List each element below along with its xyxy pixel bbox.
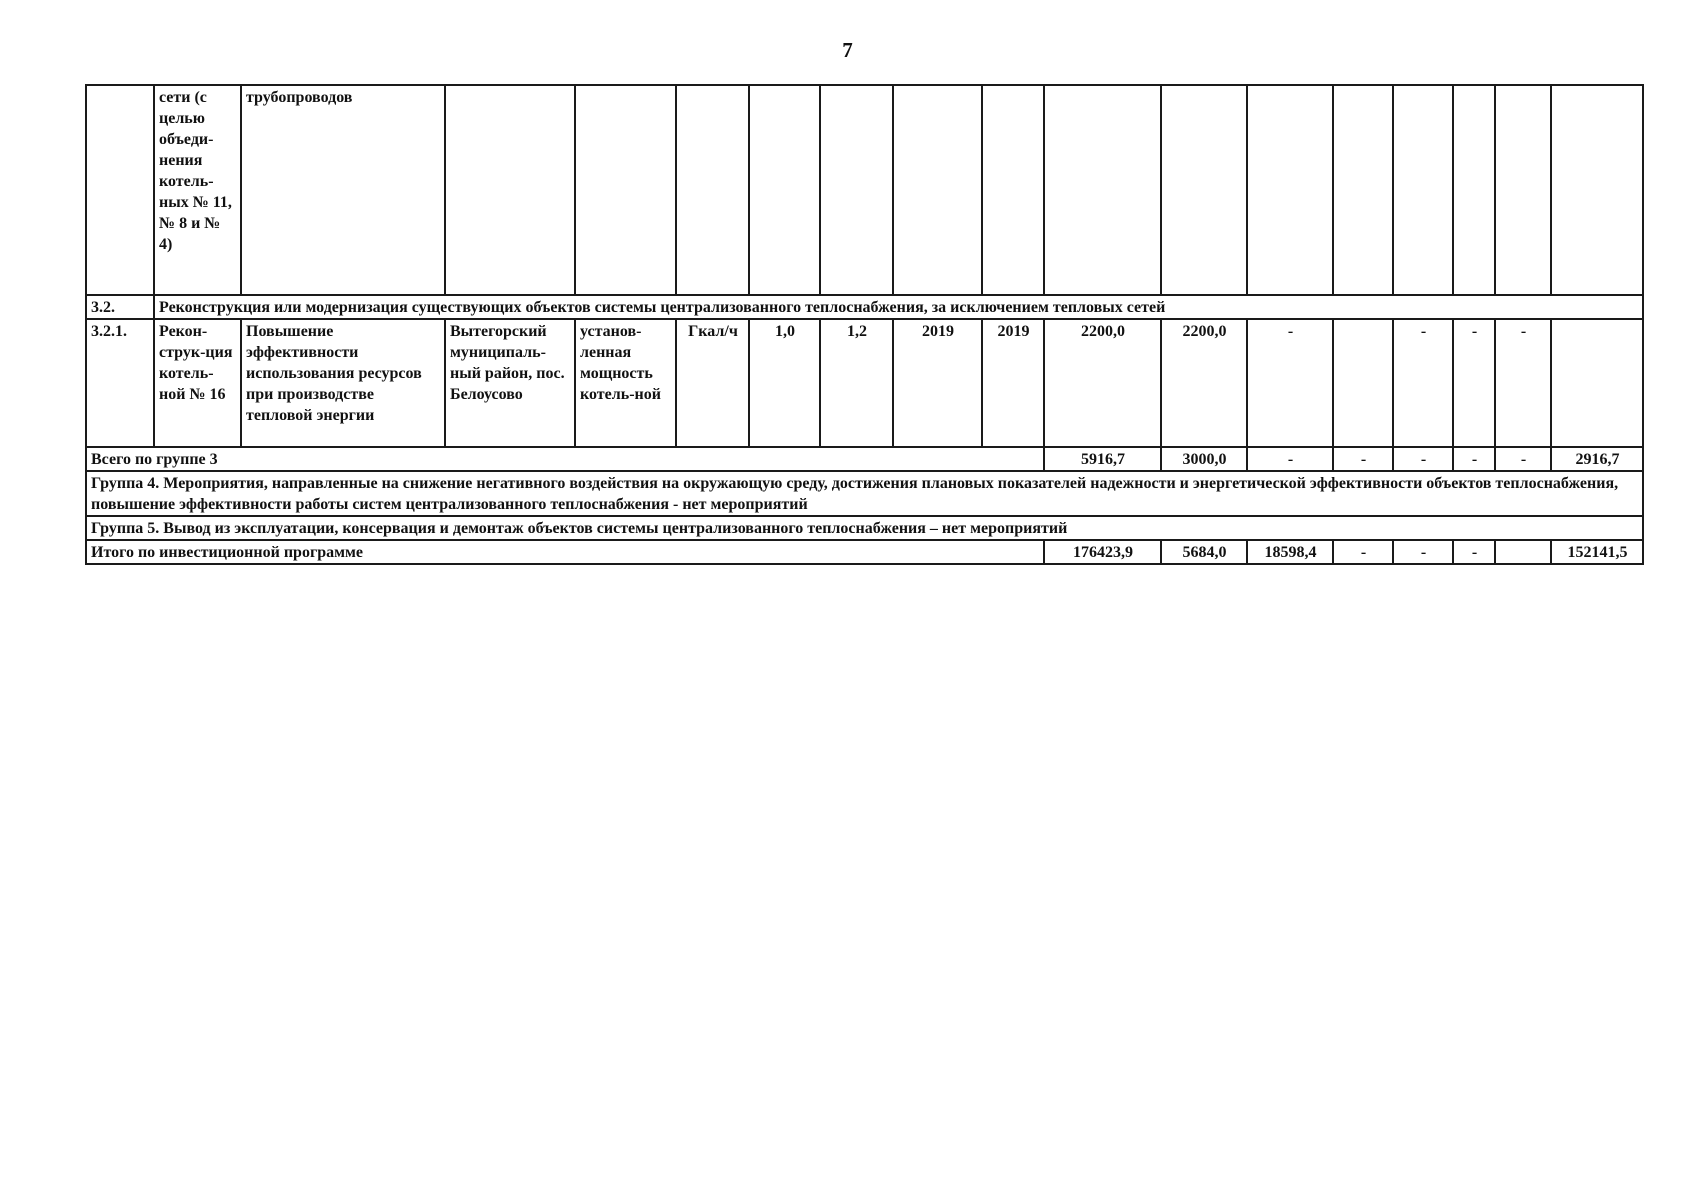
cell-location: Вытегорский муниципаль-ный район, пос. Белоусово — [445, 319, 575, 447]
cell-empty — [1333, 85, 1393, 295]
cell-empty — [820, 85, 893, 295]
grand-total-value: 176423,9 — [1044, 540, 1161, 564]
cell-year-start: 2019 — [893, 319, 982, 447]
cell-empty — [575, 85, 676, 295]
cell-empty — [1453, 85, 1495, 295]
cell-value-after: 1,2 — [820, 319, 893, 447]
grand-total-label: Итого по инвестиционной программе — [86, 540, 1044, 564]
cell-empty — [1495, 85, 1551, 295]
group-4-text: Группа 4. Мероприятия, направленные на снижение негативного воздействия на окружающую среду, достижения плановых показателей надежности и энергетической эффективности объектов теплоснабжения, повышение эффективности работы систем централизованного теплоснабжения - нет мероприятий — [86, 471, 1643, 516]
cell-value-before: 1,0 — [749, 319, 820, 447]
cell-num: 3.2.1. — [86, 319, 154, 447]
group-row-5 — [86, 516, 1643, 540]
cell-funding-g — [1551, 319, 1643, 447]
grand-total-value: - — [1393, 540, 1453, 564]
table-row-continuation — [86, 85, 1643, 295]
cell-num — [86, 85, 154, 295]
grand-total-value: 5684,0 — [1161, 540, 1247, 564]
cell-empty — [445, 85, 575, 295]
total-value: 5916,7 — [1044, 447, 1161, 471]
table-row-3-2-1 — [86, 319, 1643, 447]
total-value: - — [1453, 447, 1495, 471]
grand-total-row — [86, 540, 1643, 564]
cell-funding-d: - — [1393, 319, 1453, 447]
group-row-4 — [86, 471, 1643, 516]
total-value: 3000,0 — [1161, 447, 1247, 471]
grand-total-value: 18598,4 — [1247, 540, 1333, 564]
cell-year-end: 2019 — [982, 319, 1044, 447]
cell-funding-e: - — [1453, 319, 1495, 447]
cell-total: 2200,0 — [1044, 319, 1161, 447]
section-row-3-2 — [86, 295, 1643, 319]
cell-empty — [1044, 85, 1161, 295]
grand-total-value: - — [1333, 540, 1393, 564]
cell-parameter: установ-ленная мощность котель-ной — [575, 319, 676, 447]
section-number: 3.2. — [86, 295, 154, 319]
investment-program-table — [85, 84, 1644, 565]
total-value: - — [1393, 447, 1453, 471]
grand-total-value: - — [1453, 540, 1495, 564]
total-value: - — [1247, 447, 1333, 471]
cell-empty — [749, 85, 820, 295]
cell-funding-c — [1333, 319, 1393, 447]
cell-funding-f: - — [1495, 319, 1551, 447]
total-value: - — [1333, 447, 1393, 471]
total-value: - — [1495, 447, 1551, 471]
page-number: 7 — [842, 38, 853, 62]
total-value: 2916,7 — [1551, 447, 1643, 471]
cell-empty — [1393, 85, 1453, 295]
section-title: Реконструкция или модернизация существующих объектов системы централизованного теплоснабжения, за исключением тепловых сетей — [154, 295, 1643, 319]
cell-empty — [1161, 85, 1247, 295]
cell-empty — [982, 85, 1044, 295]
total-label: Всего по группе 3 — [86, 447, 1044, 471]
cell-empty — [1551, 85, 1643, 295]
cell-empty — [676, 85, 749, 295]
cell-empty — [893, 85, 982, 295]
group-5-text: Группа 5. Вывод из эксплуатации, консервация и демонтаж объектов системы централизованного теплоснабжения – нет мероприятий — [86, 516, 1643, 540]
grand-total-value — [1495, 540, 1551, 564]
cell-funding-b: - — [1247, 319, 1333, 447]
cell-object: Рекон-струк-ция котель-ной № 16 — [154, 319, 241, 447]
total-row-group-3 — [86, 447, 1643, 471]
cell-name: трубопроводов — [241, 85, 445, 295]
cell-funding-a: 2200,0 — [1161, 319, 1247, 447]
grand-total-value: 152141,5 — [1551, 540, 1643, 564]
cell-object: сети (с целью объеди-нения котель-ных № 11, № 8 и № 4) — [154, 85, 241, 295]
cell-purpose: Повышение эффективности использования ресурсов при производстве тепловой энергии — [241, 319, 445, 447]
cell-unit: Гкал/ч — [676, 319, 749, 447]
cell-empty — [1247, 85, 1333, 295]
